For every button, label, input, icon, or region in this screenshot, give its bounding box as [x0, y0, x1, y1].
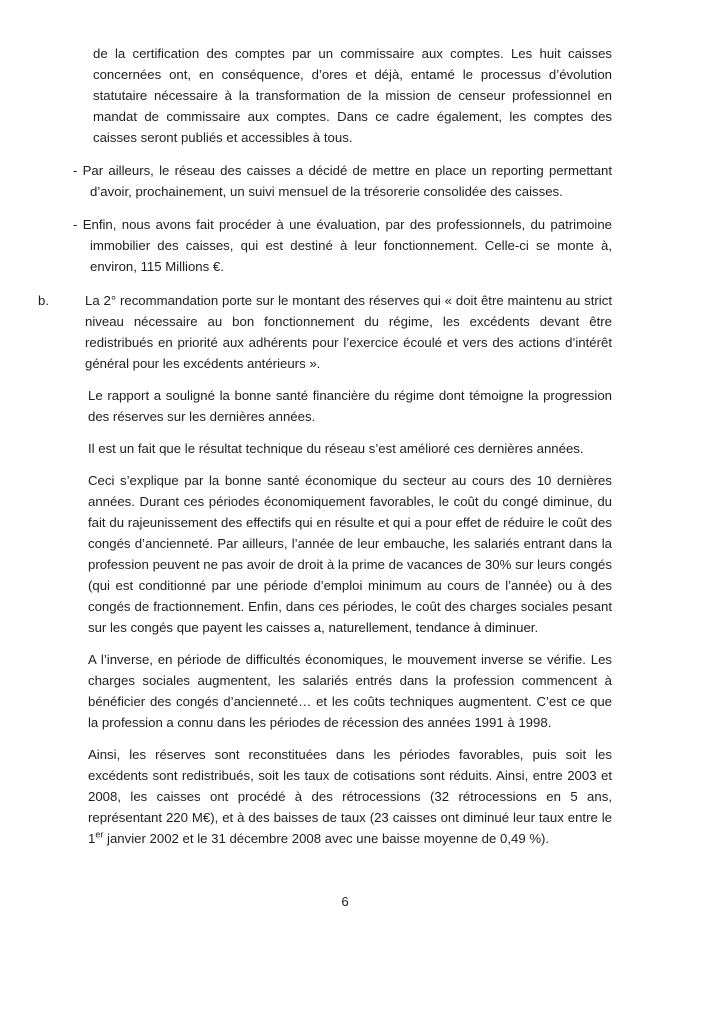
paragraph-rapport-sante-financiere: Le rapport a souligné la bonne santé financière du régime dont témoigne la progression des réserves sur les dernières années. — [88, 388, 612, 424]
paragraph-resultat-technique: Il est un fait que le résultat technique du réseau s’est amélioré ces dernières années. — [88, 441, 584, 456]
bullet-evaluation-patrimoine: - Enfin, nous avons fait procéder à une évaluation, par des professionnels, du patrimoine immobilier des caisses, qui est destiné à leur fonctionnement. Celle-ci se monte à, environ, 115 Millions €. — [73, 217, 612, 274]
bullet-reporting-tresorerie: - Par ailleurs, le réseau des caisses a décidé de mettre en place un reporting permettant d’avoir, prochainement, un suivi mensuel de la trésorerie consolidée des caisses. — [73, 163, 612, 199]
paragraph-explication-economique: Ceci s’explique par la bonne santé économique du secteur au cours des 10 dernières années. Durant ces périodes économiquement favorables, le coût du congé diminue, du fait du rajeunissement des effectifs qui en résulte et qui a pour effet de réduire le coût des congés d’ancienneté. Par ailleurs, l’année de leur embauche, les salariés entrant dans la profession peuvent ne pas avoir de droit à la prime de vacances de 30% sur leurs congés (qui est conditionné par une période d’emploi minimum au cours de l’année) ou à des congés de fractionnement. Enfin, dans ces périodes, le coût des charges sociales pesant sur les congés que payent les caisses a, naturellement, tendance à diminuer. — [88, 473, 612, 635]
paragraph-reserves-text-before: Ainsi, les réserves sont reconstituées dans les périodes favorables, puis soit les excédents sont redistribués, soit les taux de cotisations sont réduits. Ainsi, entre 2003 et 2008, les caisses ont procédé à des rétrocessions (32 rétrocessions en 5 ans, représentant 220 M€), et à des baisses de taux (23 caisses ont diminué leur taux entre le 1 — [88, 747, 612, 846]
paragraph-reserves-text-after: janvier 2002 et le 31 décembre 2008 avec une baisse moyenne de 0,49 %). — [103, 831, 550, 846]
page-number: 6 — [341, 894, 349, 909]
list-item-b — [38, 290, 612, 374]
list-item-b-marker: b. — [38, 293, 49, 308]
paragraph-reserves-reconstituees — [88, 744, 612, 849]
superscript-er: er — [95, 829, 104, 840]
paragraph-recommandation-reserves: La 2° recommandation porte sur le montant des réserves qui « doit être maintenu au strict niveau nécessaire au bon fonctionnement du régime, les excédents devant être redistribués en priorité aux adhérents pour l’exercice écoulé et vers des actions d’intérêt général pour les excédents antérieurs ». — [85, 293, 612, 371]
paragraph-inverse-difficultes: A l’inverse, en période de difficultés économiques, le mouvement inverse se vérifie. Les charges sociales augmentent, les salariés entrés dans la profession commencent à bénéficier des congés d’ancienneté… et les coûts techniques augmentent. C’est ce que la profession a connu dans les périodes de récession des années 1991 à 1998. — [88, 652, 612, 730]
paragraph-certification-comptes: de la certification des comptes par un commissaire aux comptes. Les huit caisses concernées ont, en conséquence, d’ores et déjà, entamé le processus d’évolution statutaire nécessaire à la transformation de la mission de censeur professionnel en mandat de commissaire aux comptes. Dans ce cadre également, les comptes des caisses seront publiés et accessibles à tous. — [93, 46, 612, 145]
